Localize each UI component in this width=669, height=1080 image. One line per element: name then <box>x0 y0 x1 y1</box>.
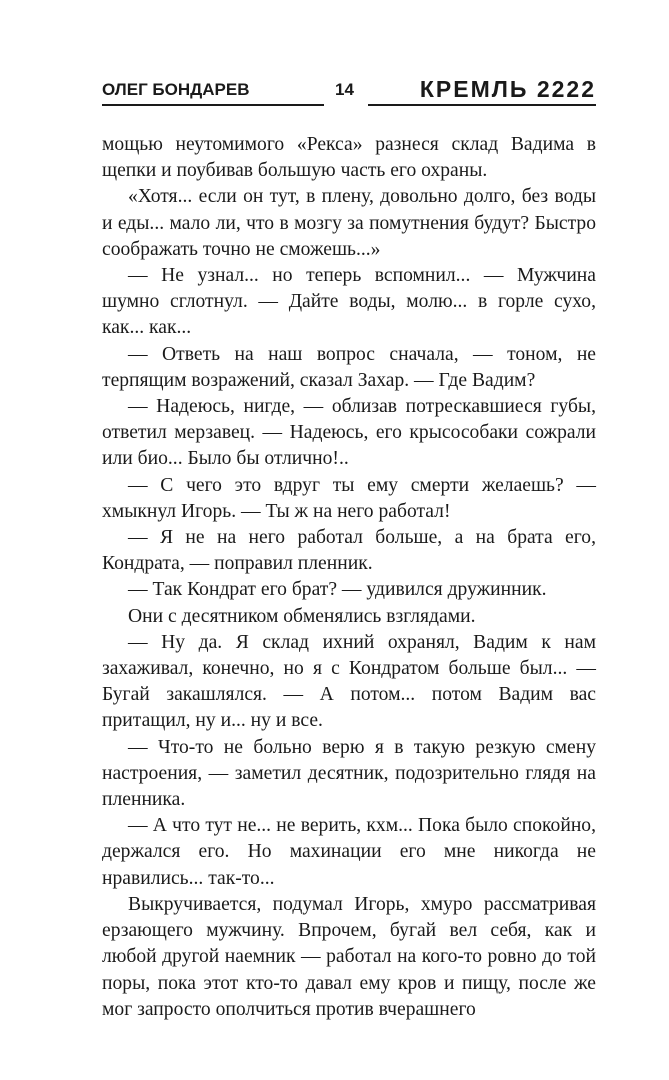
paragraph: — Что-то не больно верю я в такую резкую смену настроения, — заметил десятник, подозрительно глядя на пленника. <box>102 736 596 811</box>
header-rule-left <box>102 104 324 106</box>
running-header <box>102 76 596 106</box>
page-number: 14 <box>335 80 354 99</box>
header-rule-right <box>368 104 596 106</box>
paragraph: — Я не на него работал больше, а на брата его, Кондрата, — поправил пленник. <box>102 527 596 575</box>
paragraph: Выкручивается, подумал Игорь, хмуро рассматривая ерзающего мужчину. Впрочем, бугай вел себя, как и любой другой наемник — работал на кого-то ровно до той поры, пока этот кто-то давал ему кров и пищу, после же мог запросто ополчиться против вчерашнего <box>102 893 596 1020</box>
paragraph: — Надеюсь, нигде, — облизав потрескавшиеся губы, ответил мерзавец. — Надеюсь, его крысособаки сожрали или био... Было бы отлично!.. <box>102 396 596 470</box>
paragraph: — Ну да. Я склад ихний охранял, Вадим к нам захаживал, конечно, но я с Кондратом больше был... — Бугай закашлялся. — А потом... потом Вадим вас притащил, ну и... ну и все. <box>102 631 596 732</box>
paragraph: — А что тут не... не верить, кхм... Пока было спокойно, держался его. Но махинации его мне никогда не нравились... так-то... <box>102 815 596 889</box>
paragraph: Они с десятником обменялись взглядами. <box>128 605 476 627</box>
paragraph: — Ответь на наш вопрос сначала, — тоном, не терпящим возражений, сказал Захар. — Где Вадим? <box>102 343 596 391</box>
paragraph: мощью неутомимого «Рекса» разнеся склад Вадима в щепки и поубивав большую часть его охраны. <box>102 134 596 182</box>
paragraph: — Так Кондрат его брат? — удивился дружинник. <box>128 579 547 601</box>
paragraph: — С чего это вдруг ты ему смерти желаешь? — хмыкнул Игорь. — Ты ж на него работал! <box>102 474 596 522</box>
paragraph: — Не узнал... но теперь вспомнил... — Мужчина шумно сглотнул. — Дайте воды, молю... в горле сухо, как... как... <box>102 265 596 339</box>
paragraph: «Хотя... если он тут, в плену, довольно долго, без воды и еды... мало ли, что в мозгу за помутнения будут? Быстро соображать точно не сможешь...» <box>102 186 596 260</box>
body-text <box>102 132 596 1023</box>
running-header-book-title: КРЕМЛЬ 2222 <box>419 76 596 102</box>
running-header-author: ОЛЕГ БОНДАРЕВ <box>102 80 250 99</box>
